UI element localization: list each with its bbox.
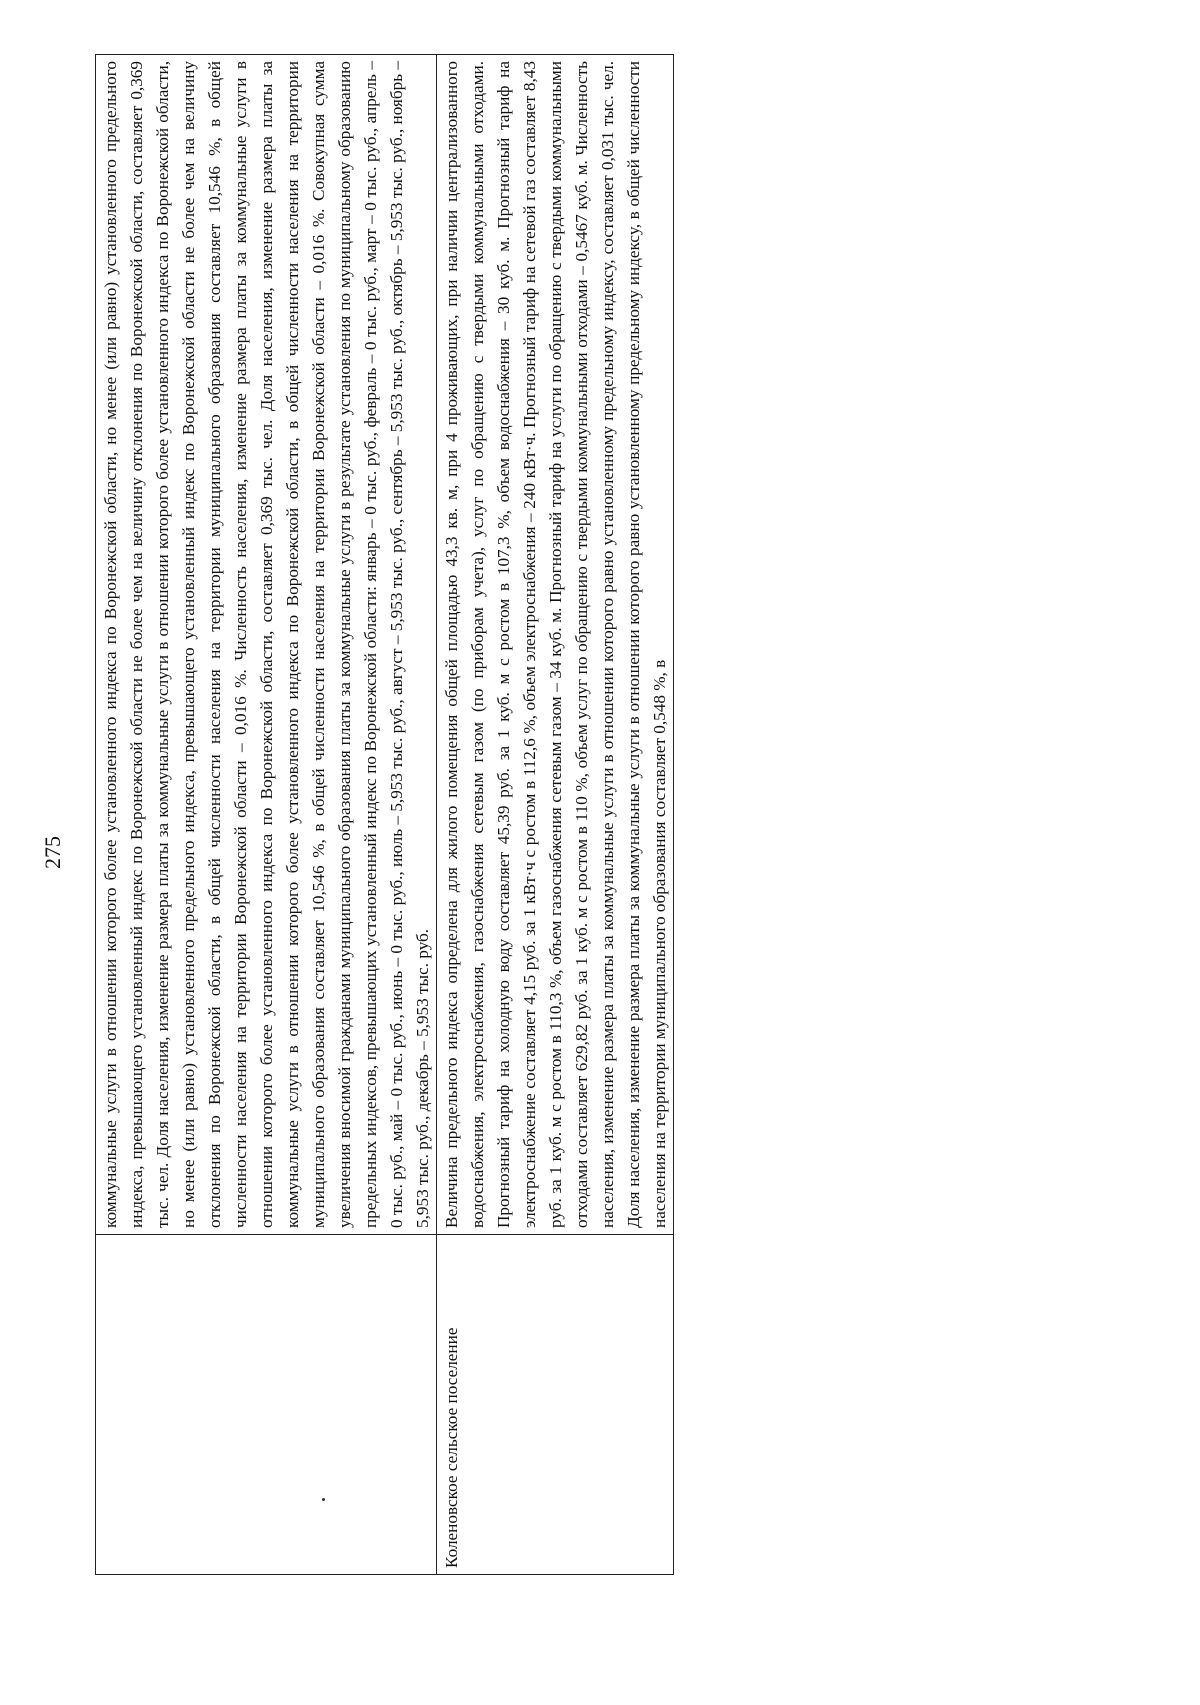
scan-speck [322, 1498, 325, 1501]
municipality-name-cell [96, 1235, 437, 1575]
page-number: 275 [40, 836, 65, 869]
municipality-name-cell: Коленовское сельское поселение [437, 1235, 674, 1575]
description-cell: коммунальные услуги в отношении которого более установленного индекса по Воронежской области, но менее (или равно) установленного предельного индекса, превышающего установленный индекс по Воронежской области не более чем на величину отклонения по Воронежской области, составляет 0,369 тыс. чел. Доля населения, изменение размера платы за коммунальные услуги в отношении которого более установленного индекса по Воронежской области, но менее (или равно) установленного предельного индекса, превышающего установленный индекс по Воронежской области не более чем на величину отклонения по Воронежской области, в общей численности населения на территории муниципального образования составляет 10,546 %, в общей численности населения на территории Воронежской области – 0,016 %. Численность населения, изменение размера платы за коммунальные услуги в отношении которого более установленного индекса по Воронежской области, составляет 0,369 тыс. чел. Доля населения, изменение размера платы за коммунальные услуги в отношении которого более установленного индекса по Воронежской области, в общей численности населения на территории муниципального образования составляет 10,546 %, в общей численности населения на территории Воронежской области – 0,016 %. Совокупная сумма увеличения вносимой гражданами муниципального образования платы за коммунальные услуги в результате установления по муниципальному образованию предельных индексов, превышающих установленный индекс по Воронежской области: январь – 0 тыс. руб., февраль – 0 тыс. руб., март – 0 тыс. руб., апрель – 0 тыс. руб., май – 0 тыс. руб., июнь – 0 тыс. руб., июль – 5,953 тыс. руб., август – 5,953 тыс. руб., сентябрь – 5,953 тыс. руб., октябрь – 5,953 тыс. руб., ноябрь – 5,953 тыс. руб., декабрь – 5,953 тыс. руб. [96, 55, 437, 1235]
tariff-table [95, 54, 674, 1575]
description-cell: Величина предельного индекса определена для жилого помещения общей площадью 43,3 кв. м, при 4 проживающих, при наличии централизованного водоснабжения, электроснабжения, газоснабжения сетевым газом (по приборам учета), услуг по обращению с твердыми коммунальными отходами. Прогнозный тариф на холодную воду составляет 45,39 руб. за 1 куб. м с ростом в 107,3 %, объем водоснабжения – 30 куб. м. Прогнозный тариф на электроснабжение составляет 4,15 руб. за 1 кВт·ч с ростом в 112,6 %, объем электроснабжения – 240 кВт·ч. Прогнозный тариф на сетевой газ составляет 8,43 руб. за 1 куб. м с ростом в 110,3 %, объем газоснабжения сетевым газом – 34 куб. м. Прогнозный тариф на услуги по обращению с твердыми коммунальными отходами составляет 629,82 руб. за 1 куб. м с ростом в 110 %, объем услуг по обращению с твердыми коммунальными отходами – 0,5467 куб. м. Численность населения, изменение размера платы за коммунальные услуги в отношении которого равно установленному предельному индексу, составляет 0,031 тыс. чел. Доля населения, изменение размера платы за коммунальные услуги в отношении которого равно установленному предельному индексу, в общей численности населения на территории муниципального образования составляет 0,548 %, в [437, 55, 674, 1235]
table-row [96, 55, 437, 1575]
table-row [437, 55, 674, 1575]
